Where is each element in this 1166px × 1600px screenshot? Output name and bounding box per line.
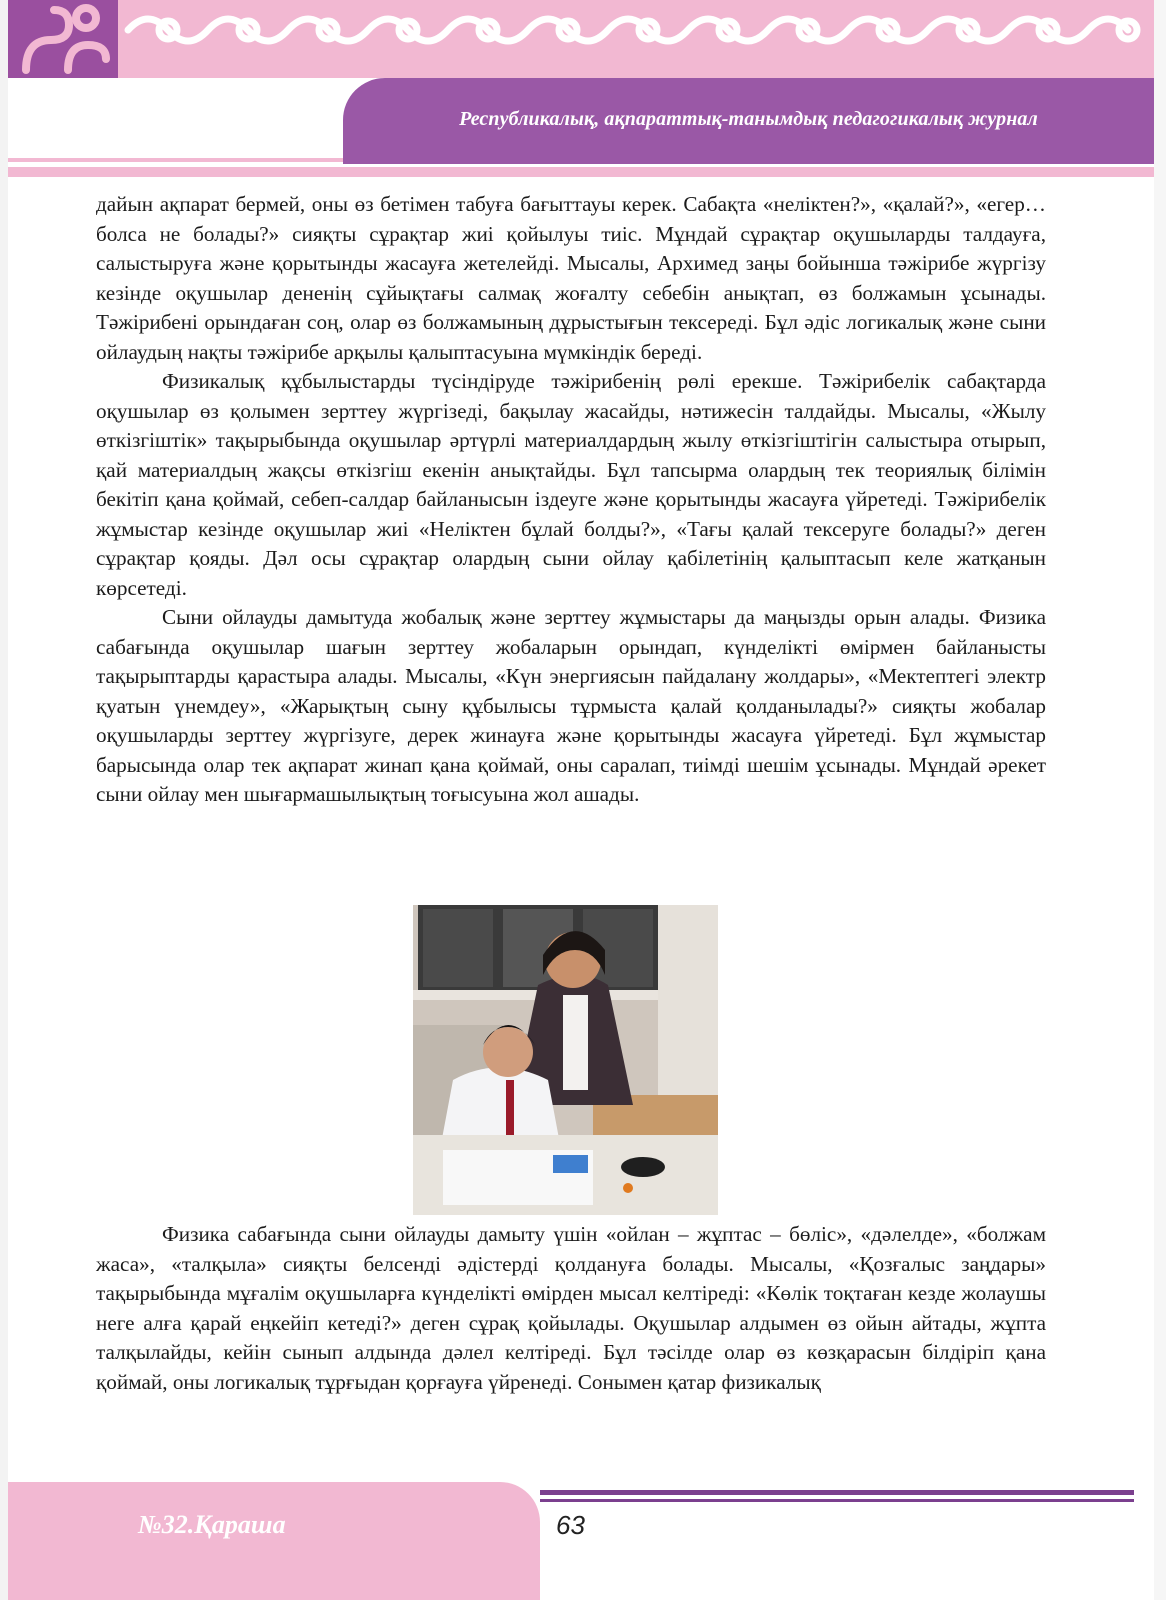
- issue-label: №32.Қараша: [138, 1510, 286, 1539]
- classroom-photo: [413, 905, 718, 1215]
- footer-line: [540, 1490, 1134, 1495]
- footer-band: [8, 1482, 540, 1600]
- journal-title: Республикалық, ақпараттық-танымдық педагогикалық журнал: [459, 108, 1038, 130]
- ornament-band: [8, 0, 1154, 78]
- ornament-corner: [8, 0, 118, 78]
- article-text-bottom: [96, 1220, 1046, 1397]
- footer-line-thin: [540, 1499, 1134, 1502]
- header-stripe: [8, 158, 343, 162]
- paragraph-2: Физикалық құбылыстарды түсіндіруде тәжірибенің рөлі ерекше. Тәжірибелік сабақтарда оқушылар өз қолымен зерттеу жүргізеді, бақылау жасайды, нәтижесін талдайды. Мысалы, «Жылу өткізгіштік» тақырыбында оқушылар әртүрлі материалдардың жылу өткізгіштігін салыстыра отырып, қай материалдың жақсы өткізгіш екенін анықтайды. Бұл тапсырма олардың тек теориялық білімін бекітіп қана қоймай, себеп-салдар байланысын іздеуге және қорытынды жасауға үйретеді. Тәжірибелік жұмыстар кезінде оқушылар жиі «Неліктен бұлай болды?», «Тағы қалай тексеруге болады?» деген сұрақтар қояды. Дәл осы сұрақтар олардың сыни ойлау қабілетінің қалыптасып келе жатқанын көрсетеді.: [96, 369, 1046, 600]
- paragraph-3: Сыни ойлауды дамытуда жобалық және зерттеу жұмыстары да маңызды орын алады. Физика сабағында оқушылар шағын зерттеу жобаларын орындап, күнделікті өмірмен байланысты тақырыптарды қарастыра алады. Мысалы, «Күн энергиясын пайдалану жолдары», «Мектептегі электр қуатын үнемдеу», «Жарықтың сыну құбылысы тұрмыста қалай қолданылады?» сияқты жобалар оқушыларды зерттеу жүргізуге, дерек жинауға және қорытынды жасауға үйретеді. Бұл жұмыстар барысында олар тек ақпарат жинап қана қоймай, оны саралап, тиімді шешім ұсынады. Мұндай әрекет сыни ойлау мен шығармашылықтың тоғысуына жол ашады.: [96, 605, 1046, 806]
- ornament-corner-pattern: [8, 0, 118, 78]
- paragraph-4: Физика сабағында сыни ойлауды дамыту үшін «ойлан – жұптас – бөліс», «дәлелде», «болжам жаса», «талқыла» сияқты белсенді әдістерді қолдануға болады. Мысалы, «Қозғалыс заңдары» тақырыбында мұғалім оқушыларға күнделікті өмірден мысал келтіреді: «Көлік тоқтаған кезде жолаушы неге алға қарай еңкейіп кетеді?» деген сұрақ қойылады. Оқушылар алдымен өз ойын айтады, жұпта талқылайды, кейін сынып алдында дәлел келтіреді. Бұл тәсілде олар өз көзқарасын білдіріп қана қоймай, оны логикалық тұрғыдан қорғауға үйренеді. Сонымен қатар физикалық: [96, 1222, 1046, 1394]
- ornament-pattern: [8, 0, 1154, 78]
- classroom-photo-illustration: [413, 905, 718, 1215]
- header-stripe-wide: [8, 167, 1154, 177]
- journal-banner: [343, 78, 1154, 164]
- page-number: 63: [556, 1510, 585, 1540]
- page-edge-left: [0, 0, 8, 1600]
- article-text-top: [96, 190, 1046, 810]
- paragraph-1: дайын ақпарат бермей, оны өз бетімен табуға бағыттауы керек. Сабақта «неліктен?», «қалай?», «егер… болса не болады?» сияқты сұрақтар жиі қойылуы тиіс. Мұндай сұрақтар оқушыларды талдауға, салыстыруға және қорытынды жасауға жетелейді. Мысалы, Архимед заңы бойынша тәжірибе жүргізу кезінде оқушылар дененің сұйықтағы салмақ жоғалту себебін анықтап, өз болжамын ұсынады. Тәжірибені орындаған соң, олар өз болжамының дұрыстығын тексереді. Бұл әдіс логикалық және сыни ойлаудың нақты тәжірибе арқылы қалыптасуына мүмкіндік береді.: [96, 192, 1046, 364]
- page-edge-right: [1154, 0, 1166, 1600]
